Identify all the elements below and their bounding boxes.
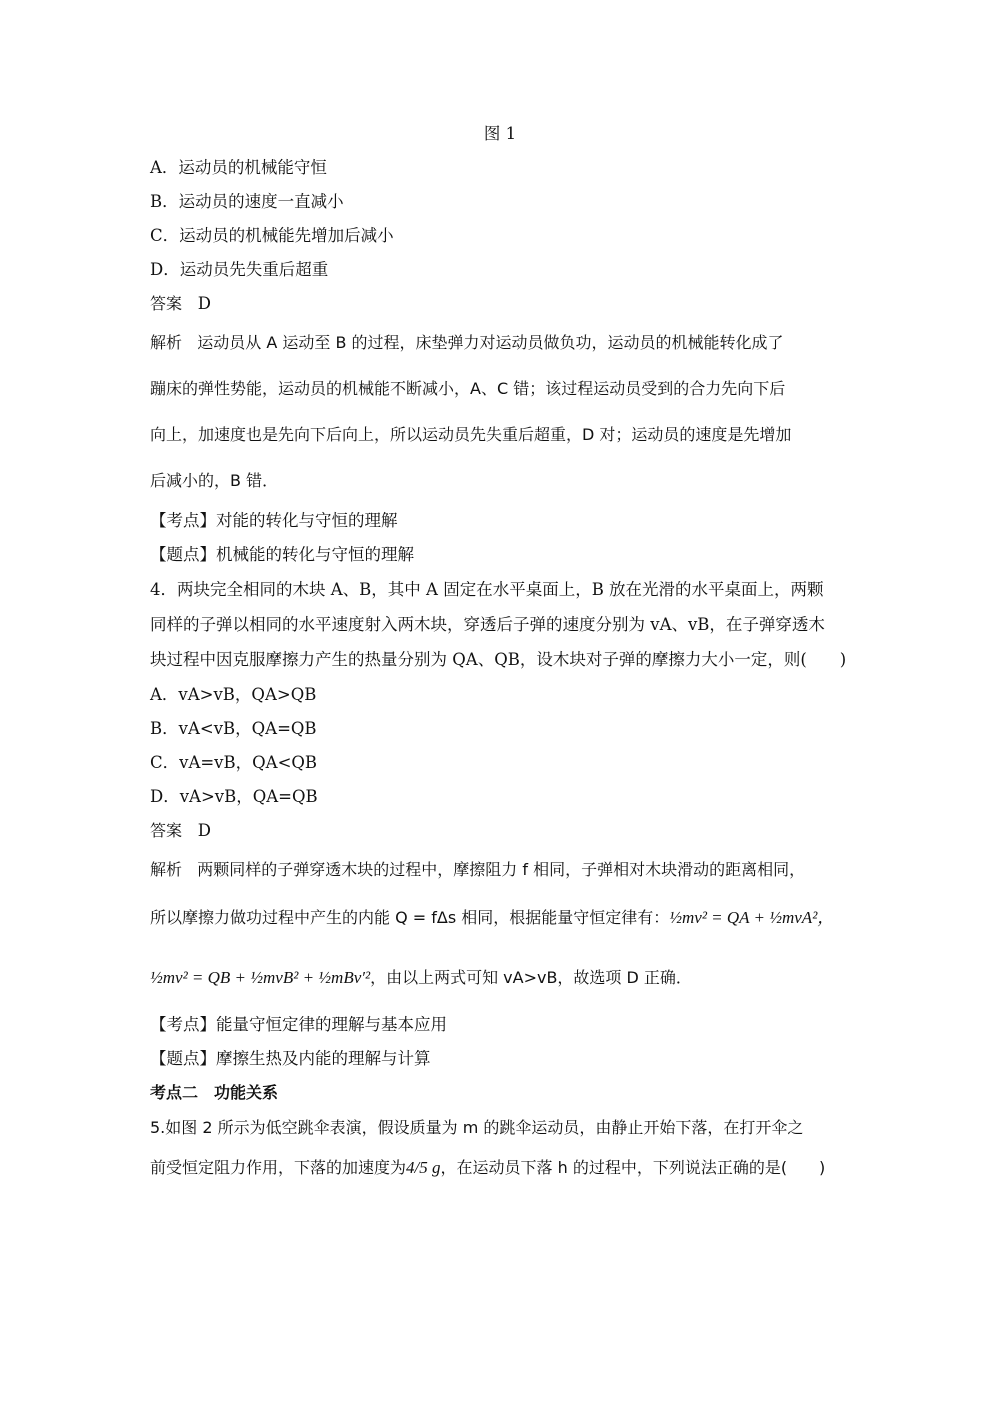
q3-analysis-line-2: 蹦床的弹性势能，运动员的机械能不断减小，A、C 错；该过程运动员受到的合力先向下后 — [150, 379, 786, 398]
answer-value: D — [197, 294, 211, 313]
q4-tidian: 【题点】摩擦生热及内能的理解与计算 — [150, 1049, 431, 1068]
analysis-text: 运动员从 A 运动至 B 的过程，床垫弹力对运动员做负功，运动员的机械能转化成了 — [197, 333, 784, 352]
equation-1: ½mv² = QA + ½mvA²， — [669, 908, 835, 927]
q3-option-d: D．运动员先失重后超重 — [150, 260, 329, 279]
analysis-text: ，由以上两式可知 vA>vB，故选项 D 正确． — [370, 968, 692, 987]
equation-2: ½mv² = QB + ½mvB² + ½mBv′² — [150, 968, 371, 987]
acceleration-value: 4/5 g — [406, 1158, 441, 1177]
section-heading: 考点二 功能关系 — [150, 1083, 279, 1102]
q4-stem-line-2: 同样的子弹以相同的水平速度射入两木块，穿透后子弹的速度分别为 vA、vB，在子弹穿透木 — [150, 615, 825, 634]
q4-analysis-line-3 — [150, 966, 692, 990]
stem-text: ，在运动员下落 h 的过程中，下列说法正确的是( ) — [440, 1158, 826, 1177]
q5-stem-line-2 — [150, 1156, 825, 1180]
stem-text: 前受恒定阻力作用，下落的加速度为 — [150, 1158, 407, 1177]
q4-analysis-line-2 — [150, 906, 834, 930]
analysis-text: 所以摩擦力做功过程中产生的内能 Q = fΔs 相同，根据能量守恒定律有： — [150, 908, 670, 927]
q3-analysis-line-1 — [150, 331, 784, 355]
q4-kaodian: 【考点】能量守恒定律的理解与基本应用 — [150, 1015, 447, 1034]
q4-stem-line-3: 块过程中因克服摩擦力产生的热量分别为 QA、QB，设木块对子弹的摩擦力大小一定，则( ) — [150, 650, 847, 669]
q4-option-c: C．vA=vB，QA<QB — [150, 753, 318, 772]
q4-answer — [150, 819, 211, 843]
q4-stem-line-1: 4．两块完全相同的木块 A、B，其中 A 固定在水平桌面上，B 放在光滑的水平桌面上，两颗 — [150, 580, 824, 599]
figure-caption: 图 1 — [483, 124, 517, 143]
answer-label: 答案 — [150, 294, 183, 313]
q4-option-d: D．vA>vB，QA=QB — [150, 787, 318, 806]
analysis-label: 解析 — [150, 860, 183, 879]
answer-label: 答案 — [150, 821, 183, 840]
q3-tidian: 【题点】机械能的转化与守恒的理解 — [150, 545, 414, 564]
analysis-text: 两颗同样的子弹穿透木块的过程中，摩擦阻力 f 相同，子弹相对木块滑动的距离相同， — [197, 860, 806, 879]
q3-analysis-line-3: 向上，加速度也是先向下后向上，所以运动员先失重后超重，D 对；运动员的速度是先增加 — [150, 425, 792, 444]
q5-stem-line-1: 5.如图 2 所示为低空跳伞表演，假设质量为 m 的跳伞运动员，由静止开始下落，在打开伞之 — [150, 1118, 804, 1137]
q4-analysis-line-1 — [150, 858, 805, 882]
q4-option-b: B．vA<vB，QA=QB — [150, 719, 317, 738]
q3-option-a: A．运动员的机械能守恒 — [150, 158, 327, 177]
analysis-label: 解析 — [150, 333, 183, 352]
q3-analysis-line-4: 后减小的，B 错． — [150, 471, 279, 490]
q3-option-c: C．运动员的机械能先增加后减小 — [150, 226, 394, 245]
q3-kaodian: 【考点】对能的转化与守恒的理解 — [150, 511, 398, 530]
q4-option-a: A．vA>vB，QA>QB — [150, 685, 317, 704]
answer-value: D — [197, 821, 211, 840]
q3-answer — [150, 292, 211, 316]
q3-option-b: B．运动员的速度一直减小 — [150, 192, 344, 211]
